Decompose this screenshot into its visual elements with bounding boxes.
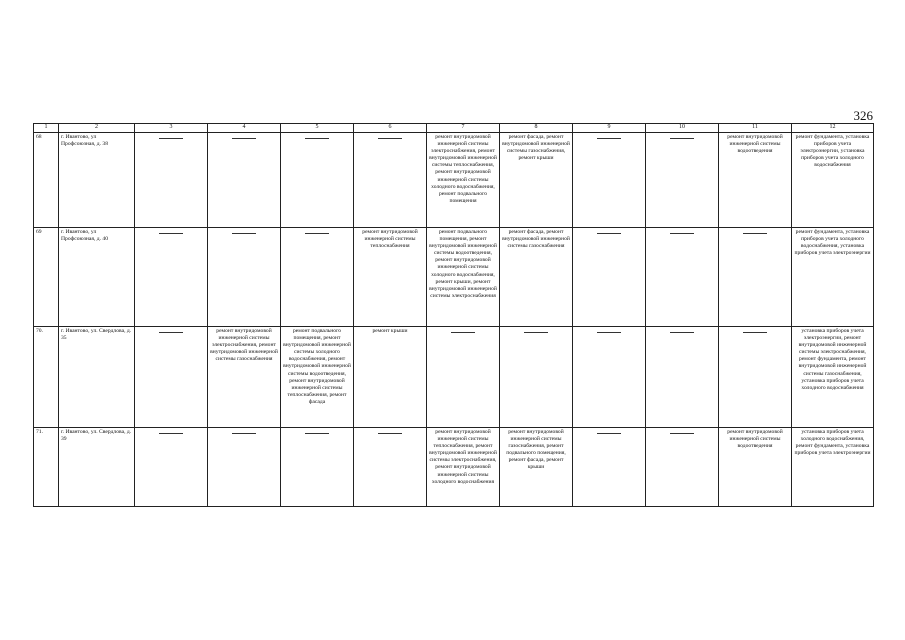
- dash-mark: [305, 433, 329, 434]
- column-header: 1: [34, 124, 59, 133]
- empty-cell: [135, 132, 208, 227]
- column-header: 12: [792, 124, 874, 133]
- empty-cell: [573, 427, 646, 506]
- empty-cell: [646, 132, 719, 227]
- row-number: 71.: [34, 427, 59, 506]
- column-header: 10: [646, 124, 719, 133]
- empty-cell: [135, 227, 208, 326]
- empty-cell: [427, 326, 500, 427]
- work-cell: ремонт внутридомовой инженерной системы электроснабжения, ремонт внутридомовой инженерной системы теплоснабжения, ремонт внутридомовой инженерной системы холодного водоснабжения, ремонт подвального помещения: [427, 132, 500, 227]
- empty-cell: [354, 132, 427, 227]
- empty-cell: [573, 227, 646, 326]
- work-cell: ремонт внутридомовой инженерной системы водоотведения: [719, 427, 792, 506]
- dash-mark: [378, 433, 402, 434]
- empty-cell: [646, 427, 719, 506]
- dash-mark: [159, 332, 183, 333]
- work-cell: ремонт фасада, ремонт внутридомовой инженерной системы газоснабжения, ремонт крыши: [500, 132, 573, 227]
- empty-cell: [646, 326, 719, 427]
- dash-mark: [232, 233, 256, 234]
- empty-cell: [719, 227, 792, 326]
- table-row: [34, 227, 874, 326]
- row-number: 70.: [34, 326, 59, 427]
- row-number: 68: [34, 132, 59, 227]
- dash-mark: [597, 233, 621, 234]
- dash-mark: [670, 433, 694, 434]
- empty-cell: [208, 427, 281, 506]
- column-header: 5: [281, 124, 354, 133]
- page-number: 326: [853, 108, 873, 123]
- dash-mark: [670, 138, 694, 139]
- dash-mark: [743, 332, 767, 333]
- empty-cell: [281, 132, 354, 227]
- empty-cell: [281, 227, 354, 326]
- dash-mark: [378, 138, 402, 139]
- dash-mark: [305, 138, 329, 139]
- address-cell: г. Ивантово, ул. Свердлова, д. 39: [59, 427, 135, 506]
- work-cell: ремонт крыши: [354, 326, 427, 427]
- empty-cell: [208, 227, 281, 326]
- dash-mark: [159, 233, 183, 234]
- work-cell: ремонт внутридомовой инженерной системы газоснабжения, ремонт подвального помещения, ремонт фасада, ремонт крыши: [500, 427, 573, 506]
- empty-cell: [573, 326, 646, 427]
- address-cell: г. Ивантово, ул Профсоюзная, д. 40: [59, 227, 135, 326]
- table-row: [34, 132, 874, 227]
- table-row: [34, 427, 874, 506]
- address-cell: г. Ивантово, ул. Свердлова, д. 35: [59, 326, 135, 427]
- empty-cell: [573, 132, 646, 227]
- empty-cell: [354, 427, 427, 506]
- dash-mark: [597, 138, 621, 139]
- dash-mark: [524, 332, 548, 333]
- row-number: 69: [34, 227, 59, 326]
- empty-cell: [135, 326, 208, 427]
- work-cell: ремонт внутридомовой инженерной системы электроснабжения, ремонт внутридомовой инженерной системы газоснабжения: [208, 326, 281, 427]
- empty-cell: [135, 427, 208, 506]
- work-cell: установка приборов учета холодного водоснабжения, ремонт фундамента, установка приборов учета электроэнергии: [792, 427, 874, 506]
- dash-mark: [670, 332, 694, 333]
- column-number-row: [34, 124, 874, 133]
- dash-mark: [597, 332, 621, 333]
- dash-mark: [159, 138, 183, 139]
- work-cell: ремонт подвального помещения, ремонт внутридомовой инженерной системы водоотведения, ремонт внутридомовой инженерной системы холодного водоснабжения, ремонт крыши, ремонт внутридомовой инженерной системы электроснабжения: [427, 227, 500, 326]
- work-cell: ремонт фундамента, установка приборов учета электроэнергии, установка приборов учета холодного водоснабжения: [792, 132, 874, 227]
- column-header: 4: [208, 124, 281, 133]
- dash-mark: [451, 332, 475, 333]
- empty-cell: [646, 227, 719, 326]
- dash-mark: [232, 138, 256, 139]
- column-header: 11: [719, 124, 792, 133]
- column-header: 6: [354, 124, 427, 133]
- work-cell: ремонт внутридомовой инженерной системы теплоснабжения: [354, 227, 427, 326]
- address-cell: г. Ивантово, ул Профсоюзная, д. 38: [59, 132, 135, 227]
- empty-cell: [208, 132, 281, 227]
- empty-cell: [500, 326, 573, 427]
- work-cell: ремонт внутридомовой инженерной системы водоотведения: [719, 132, 792, 227]
- work-cell: ремонт фасада, ремонт внутридомовой инженерной системы газоснабжения: [500, 227, 573, 326]
- empty-cell: [719, 326, 792, 427]
- dash-mark: [305, 233, 329, 234]
- work-cell: ремонт фундамента, установка приборов учета холодного водоснабжения, установка приборов учета электроэнергии: [792, 227, 874, 326]
- empty-cell: [281, 427, 354, 506]
- dash-mark: [232, 433, 256, 434]
- dash-mark: [670, 233, 694, 234]
- column-header: 2: [59, 124, 135, 133]
- dash-mark: [597, 433, 621, 434]
- repair-schedule-table: [33, 123, 874, 507]
- work-cell: установка приборов учета электроэнергии, ремонт внутридомовой инженерной системы электроснабжения, ремонт фундамента, ремонт внутридомовой инженерной системы газоснабжения, установка приборов учета холодного водоснабжения: [792, 326, 874, 427]
- column-header: 3: [135, 124, 208, 133]
- table-row: [34, 326, 874, 427]
- column-header: 8: [500, 124, 573, 133]
- dash-mark: [159, 433, 183, 434]
- column-header: 9: [573, 124, 646, 133]
- work-cell: ремонт внутридомовой инженерной системы теплоснабжения, ремонт внутридомовой инженерной системы электроснабжения, ремонт внутридомовой инженерной системы холодного водоснабжения: [427, 427, 500, 506]
- dash-mark: [743, 233, 767, 234]
- column-header: 7: [427, 124, 500, 133]
- work-cell: ремонт подвального помещения, ремонт внутридомовой инженерной системы холодного водоснабжения, ремонт внутридомовой инженерной системы водоотведения, ремонт внутридомовой инженерной системы теплоснабжения, ремонт фасада: [281, 326, 354, 427]
